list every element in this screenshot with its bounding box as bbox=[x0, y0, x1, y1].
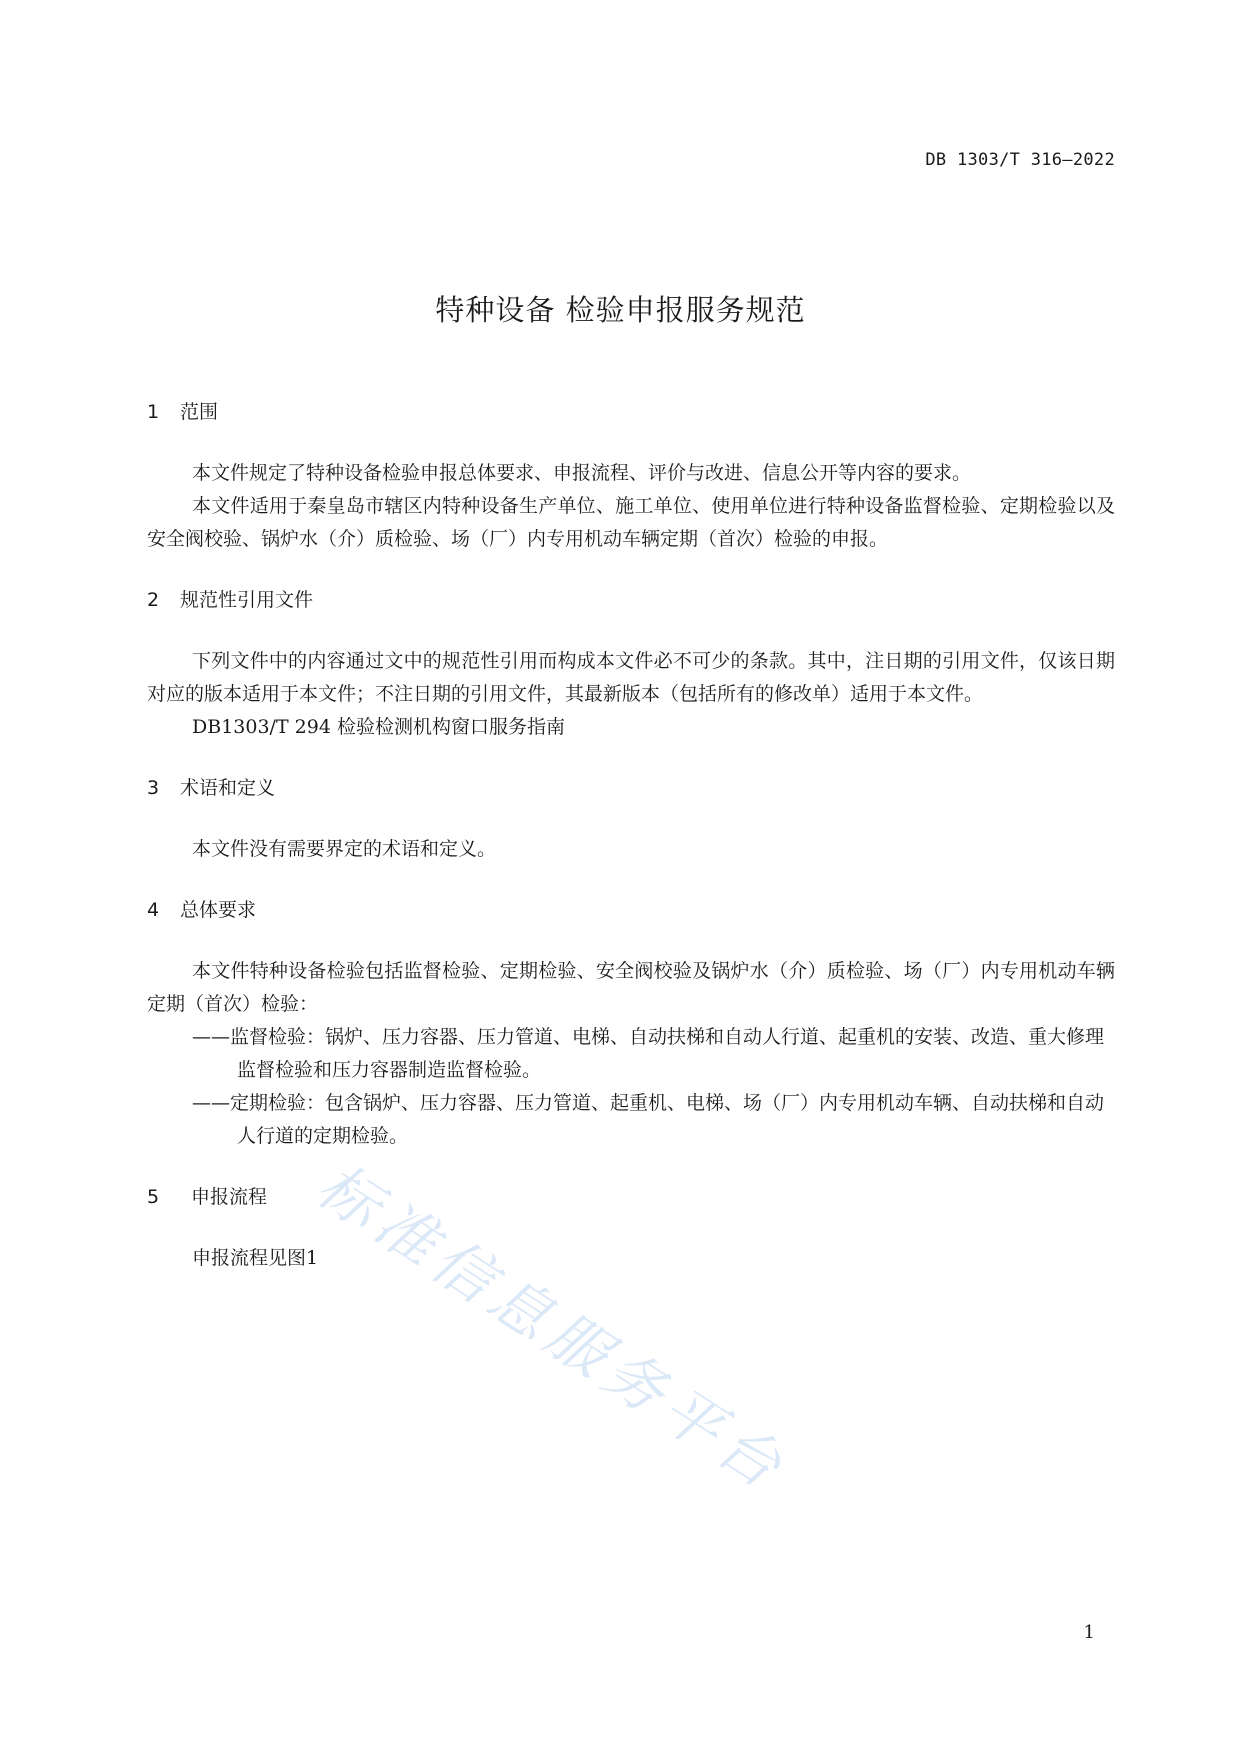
paragraph: 本文件特种设备检验包括监督检验、定期检验、安全阀校验及锅炉水（介）质检验、场（厂）内专用机动车辆定期（首次）检验： bbox=[147, 960, 1115, 1015]
section-number: 4 bbox=[147, 899, 160, 921]
section-number: 3 bbox=[147, 777, 160, 799]
section-5-heading bbox=[147, 1182, 1115, 1212]
document-title: 特种设备 检验申报服务规范 bbox=[435, 293, 806, 327]
section-1-heading bbox=[147, 397, 1115, 427]
document-code: DB 1303/T 316—2022 bbox=[925, 150, 1115, 170]
list-item: ——监督检验：锅炉、压力容器、压力管道、电梯、自动扶梯和自动人行道、起重机的安装、改造、重大修理监督检验和压力容器制造监督检验。 bbox=[192, 1026, 1105, 1081]
section-number: 5 bbox=[147, 1186, 160, 1208]
section-title: 术语和定义 bbox=[180, 777, 276, 799]
section-title: 规范性引用文件 bbox=[180, 589, 314, 611]
reference-item: DB1303/T 294 检验检测机构窗口服务指南 bbox=[192, 716, 565, 738]
list-item: ——定期检验：包含锅炉、压力容器、压力管道、起重机、电梯、场（厂）内专用机动车辆、自动扶梯和自动人行道的定期检验。 bbox=[192, 1092, 1105, 1147]
section-title: 范围 bbox=[180, 401, 219, 423]
paragraph: 本文件没有需要界定的术语和定义。 bbox=[192, 838, 497, 860]
section-number: 1 bbox=[147, 401, 160, 423]
paragraph: 本文件适用于秦皇岛市辖区内特种设备生产单位、施工单位、使用单位进行特种设备监督检验、定期检验以及安全阀校验、锅炉水（介）质检验、场（厂）内专用机动车辆定期（首次）检验的申报。 bbox=[147, 495, 1115, 550]
section-number: 2 bbox=[147, 589, 160, 611]
section-title: 申报流程 bbox=[191, 1186, 268, 1208]
paragraph: 本文件规定了特种设备检验申报总体要求、申报流程、评价与改进、信息公开等内容的要求。 bbox=[192, 462, 972, 484]
watermark: 标准信息服务平台 bbox=[304, 1150, 800, 1506]
section-4-heading bbox=[147, 895, 1115, 925]
section-2-heading bbox=[147, 585, 1115, 615]
paragraph: 下列文件中的内容通过文中的规范性引用而构成本文件必不可少的条款。其中，注日期的引用文件，仅该日期对应的版本适用于本文件；不注日期的引用文件，其最新版本（包括所有的修改单）适用于本文件。 bbox=[147, 650, 1115, 705]
document-body bbox=[147, 397, 1115, 1275]
page-number: 1 bbox=[1083, 1622, 1095, 1643]
paragraph: 申报流程见图1 bbox=[192, 1247, 319, 1269]
section-3-heading bbox=[147, 773, 1115, 803]
section-title: 总体要求 bbox=[180, 899, 257, 921]
